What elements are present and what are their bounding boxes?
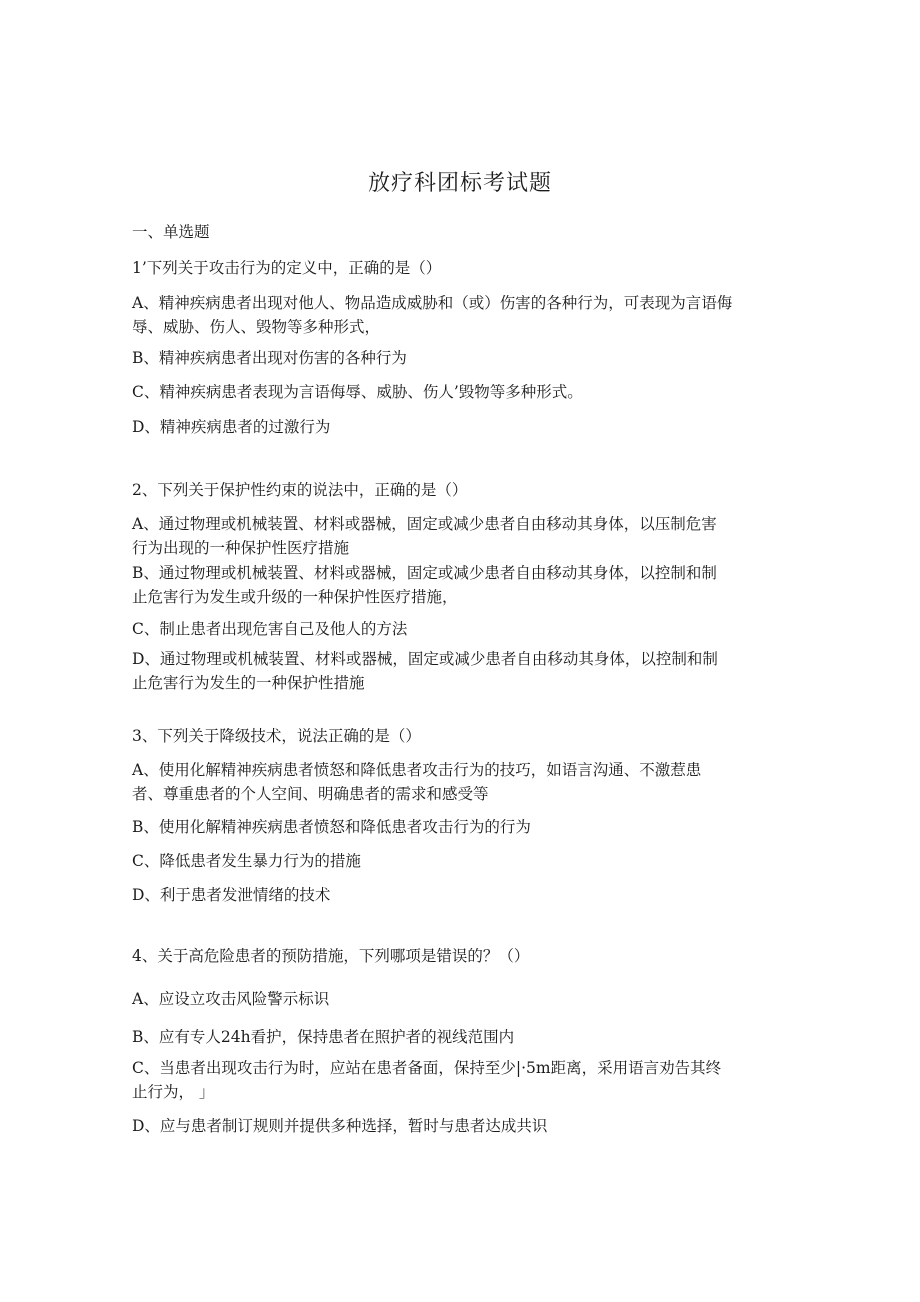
question-2-option-a-line-2: 行为出现的一种保护性医疗措施: [132, 539, 350, 557]
question-1-stem: 1’下列关于攻击行为的定义中，正确的是（）: [132, 259, 442, 277]
question-2-option-b-line-2: 止危害行为发生或升级的一种保护性医疗措施，: [132, 588, 458, 606]
page-title: 放疗科团标考试题: [367, 171, 552, 196]
question-4-option-b: B、应有专人24h看护，保持患者在照护者的视线范围内: [132, 1028, 515, 1046]
question-3-option-d: D、利于患者发泄情绪的技术: [132, 886, 331, 904]
question-2-option-c: C、制止患者出现危害自己及他人的方法: [132, 620, 408, 638]
question-1-option-d: D、精神疾病患者的过激行为: [132, 418, 331, 436]
question-2-option-b-line-1: B、通过物理或机械装置、材料或器械，固定或减少患者自由移动其身体，以控制和制: [132, 564, 717, 582]
question-3-option-a-line-1: A、使用化解精神疾病患者愤怒和降低患者攻击行为的技巧，如语言沟通、不激惹患: [132, 761, 702, 779]
question-4-stem: 4、关于高危险患者的预防措施，下列哪项是错误的？（）: [132, 947, 530, 965]
question-2-option-d-line-1: D、通过物理或机械装置、材料或器械，固定或减少患者自由移动其身体，以控制和制: [132, 650, 718, 668]
question-3-option-a-line-2: 者、尊重患者的个人空间、明确患者的需求和感受等: [132, 785, 489, 803]
question-3-stem: 3、下列关于降级技术，说法正确的是（）: [132, 727, 421, 745]
question-1-option-a-line-1: A、精神疾病患者出现对他人、物品造成威胁和（或）伤害的各种行为，可表现为言语侮: [132, 294, 733, 312]
section-heading: 一、单选题: [132, 223, 210, 241]
question-2-stem: 2、下列关于保护性约束的说法中，正确的是（）: [132, 481, 468, 499]
question-4-option-a: A、应设立攻击风险警示标识: [132, 990, 330, 1008]
question-4-option-d: D、应与患者制订规则并提供多种选择，暂时与患者达成共识: [132, 1117, 548, 1135]
question-2-option-d-line-2: 止危害行为发生的一种保护性措施: [132, 674, 365, 692]
question-3-option-c: C、降低患者发生暴力行为的措施: [132, 852, 361, 870]
question-4-option-c-line-1: C、当患者出现攻击行为时，应站在患者备面，保持至少|·5m距离，采用语言劝告其终: [132, 1059, 722, 1077]
question-4-option-c-line-2: 止行为， 」: [132, 1083, 215, 1101]
question-3-option-b: B、使用化解精神疾病患者愤怒和降低患者攻击行为的行为: [132, 818, 531, 836]
question-1-option-a-line-2: 辱、威胁、伤人、毁物等多种形式，: [132, 318, 381, 336]
question-1-option-b: B、精神疾病患者出现对伤害的各种行为: [132, 349, 407, 367]
question-1-option-c: C、精神疾病患者表现为言语侮辱、威胁、伤人’毁物等多种形式。: [132, 383, 583, 401]
question-2-option-a-line-1: A、通过物理或机械装置、材料或器械，固定或减少患者自由移动其身体，以压制危害: [132, 515, 717, 533]
